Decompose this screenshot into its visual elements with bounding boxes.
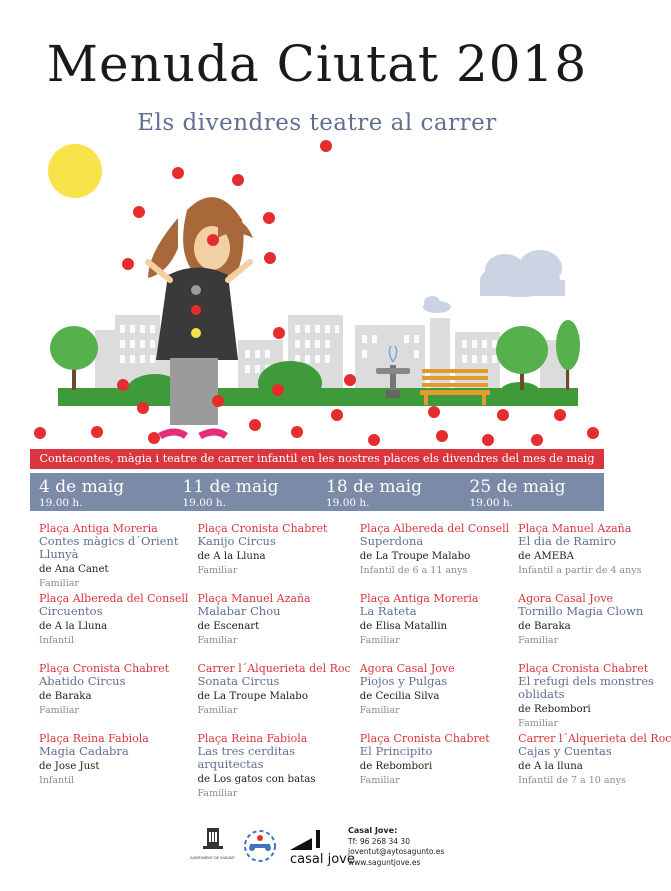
event-place: Plaça Manuel Azaña: [197, 592, 311, 605]
event-company: de Baraka: [518, 621, 571, 632]
event-item: [360, 592, 509, 662]
time-label: 19.00 h.: [182, 497, 226, 509]
date-cell: [317, 473, 461, 511]
casal-jove-logo-text: casal jove: [290, 852, 355, 867]
event-show: Contes màgics d´Orient Llunyà: [39, 534, 179, 561]
event-place: Plaça Albereda del Consell: [359, 522, 510, 535]
poster-subtitle: Els divendres teatre al carrer: [137, 110, 497, 136]
event-show: El Principito: [359, 744, 433, 758]
contact-block: [348, 826, 444, 868]
event-item: [39, 522, 188, 592]
date-cell: [30, 473, 174, 511]
event-audience: Infantil: [39, 635, 75, 646]
event-place: Plaça Antiga Moreria: [359, 592, 479, 605]
consell-logo-icon: [240, 826, 280, 866]
date-cell: [461, 473, 605, 511]
event-place: Plaça Manuel Azaña: [518, 522, 632, 535]
event-show: Piojos y Pulgas: [359, 674, 448, 688]
event-show: Tornillo Magia Clown: [518, 604, 644, 618]
event-company: de Baraka: [39, 691, 92, 702]
event-show: Magia Cadabra: [39, 744, 129, 758]
event-item: [197, 592, 350, 662]
event-audience: Familiar: [359, 775, 400, 786]
date-label: 25 de maig: [469, 477, 566, 497]
event-audience: Familiar: [197, 705, 238, 716]
event-audience: Familiar: [197, 635, 238, 646]
date-label: 18 de maig: [326, 477, 422, 497]
event-company: de AMEBA: [518, 551, 575, 562]
event-company: de Jose Just: [39, 761, 100, 772]
event-place: Plaça Cronista Chabret: [39, 662, 170, 675]
event-audience: Familiar: [197, 788, 238, 799]
date-label: 11 de maig: [182, 477, 279, 497]
event-company: de La Troupe Malabo: [197, 691, 308, 702]
info-banner: Contacontes, màgia i teatre de carrer infantil en les nostres places els divendres del mes de maig: [30, 449, 604, 469]
event-show: Las tres cerditas arquitectas: [197, 744, 296, 771]
event-show: Superdona: [359, 534, 424, 548]
event-show: La Rateta: [359, 604, 417, 618]
event-company: de Cecilia Silva: [359, 691, 440, 702]
poster-title: Menuda Ciutat 2018: [46, 35, 588, 93]
date-cell: [174, 473, 318, 511]
event-item: [197, 522, 350, 592]
contact-phone: Tf: 96 268 34 30: [348, 836, 410, 846]
event-place: Plaça Albereda del Consell: [39, 592, 189, 605]
event-show: Cajas y Cuentas: [518, 744, 612, 758]
event-company: de A la lluna: [518, 761, 583, 772]
event-item: [39, 732, 188, 802]
time-label: 19.00 h.: [39, 497, 83, 509]
event-place: Plaça Cronista Chabret: [518, 662, 649, 675]
event-place: Carrer l´Alquerieta del Roc: [518, 732, 671, 745]
event-audience: Infantil a partir de 4 anys: [518, 565, 642, 576]
event-show: Kanijo Circus: [197, 534, 276, 548]
event-show: Sonata Circus: [197, 674, 280, 688]
cloud-small-icon: [423, 296, 451, 313]
event-show: Circuentos: [39, 604, 103, 618]
sun-icon: [48, 144, 102, 198]
event-show: El refugi dels monstres oblidats: [518, 674, 654, 701]
date-label: 4 de maig: [39, 477, 125, 497]
ajuntament-logo-text: AJUNTAMENT DE SAGUNT: [190, 856, 235, 860]
event-item: [518, 592, 671, 662]
event-place: Agora Casal Jove: [359, 662, 455, 675]
event-place: Carrer l´Alquerieta del Roc: [197, 662, 351, 675]
event-place: Plaça Cronista Chabret: [359, 732, 490, 745]
event-audience: Familiar: [359, 635, 400, 646]
contact-email[interactable]: joventut@aytosagunto.es: [348, 847, 445, 856]
tree-icon: [50, 326, 98, 390]
event-item: [360, 732, 509, 802]
event-place: Plaça Antiga Moreria: [39, 522, 158, 535]
event-show: Abatido Circus: [39, 674, 126, 688]
event-company: de Rebombori: [518, 704, 591, 715]
ajuntament-logo-icon: [198, 826, 228, 854]
day-column: [30, 522, 188, 802]
event-item: [39, 662, 188, 732]
event-place: Agora Casal Jove: [518, 592, 614, 605]
event-company: de A la Lluna: [39, 621, 108, 632]
event-company: de La Troupe Malabo: [359, 551, 471, 562]
event-company: de A la Lluna: [197, 551, 266, 562]
event-show: Malabar Chou: [197, 604, 281, 618]
event-audience: Familiar: [518, 635, 559, 646]
event-audience: Infantil: [39, 775, 75, 786]
event-audience: Familiar: [359, 705, 400, 716]
time-label: 19.00 h.: [326, 497, 370, 509]
event-place: Plaça Reina Fabiola: [197, 732, 308, 745]
day-column: [188, 522, 350, 802]
event-item: [518, 522, 671, 592]
event-company: de Escenart: [197, 621, 260, 632]
contact-heading: Casal Jove:: [348, 826, 398, 835]
contact-web[interactable]: www.saguntjove.es: [348, 857, 421, 867]
event-place: Plaça Cronista Chabret: [197, 522, 328, 535]
event-audience: Infantil de 7 a 10 anys: [518, 775, 626, 786]
event-audience: Infantil de 6 a 11 anys: [359, 565, 468, 576]
cloud-icon: [480, 250, 565, 297]
event-company: de Los gatos con batas: [197, 774, 316, 785]
day-column: [351, 522, 509, 802]
event-show: El dia de Ramiro: [518, 534, 617, 548]
date-bar: [30, 473, 604, 511]
day-column: [509, 522, 671, 802]
time-label: 19.00 h.: [469, 497, 513, 509]
event-audience: Familiar: [39, 705, 79, 716]
schedule-columns: [30, 522, 671, 802]
event-company: de Rebombori: [359, 761, 433, 772]
event-item: [360, 662, 509, 732]
event-item: [197, 662, 350, 732]
event-item: [39, 592, 188, 662]
event-company: de Ana Canet: [39, 564, 109, 575]
event-company: de Elisa Matallin: [359, 621, 448, 632]
event-audience: Familiar: [197, 565, 238, 576]
event-item: [360, 522, 509, 592]
event-place: Plaça Reina Fabiola: [39, 732, 149, 745]
event-item: [518, 732, 671, 802]
illustration-scene: [0, 140, 634, 455]
event-audience: Familiar: [518, 718, 559, 729]
event-item: [518, 662, 671, 732]
event-audience: Familiar: [39, 578, 79, 589]
event-item: [197, 732, 350, 802]
